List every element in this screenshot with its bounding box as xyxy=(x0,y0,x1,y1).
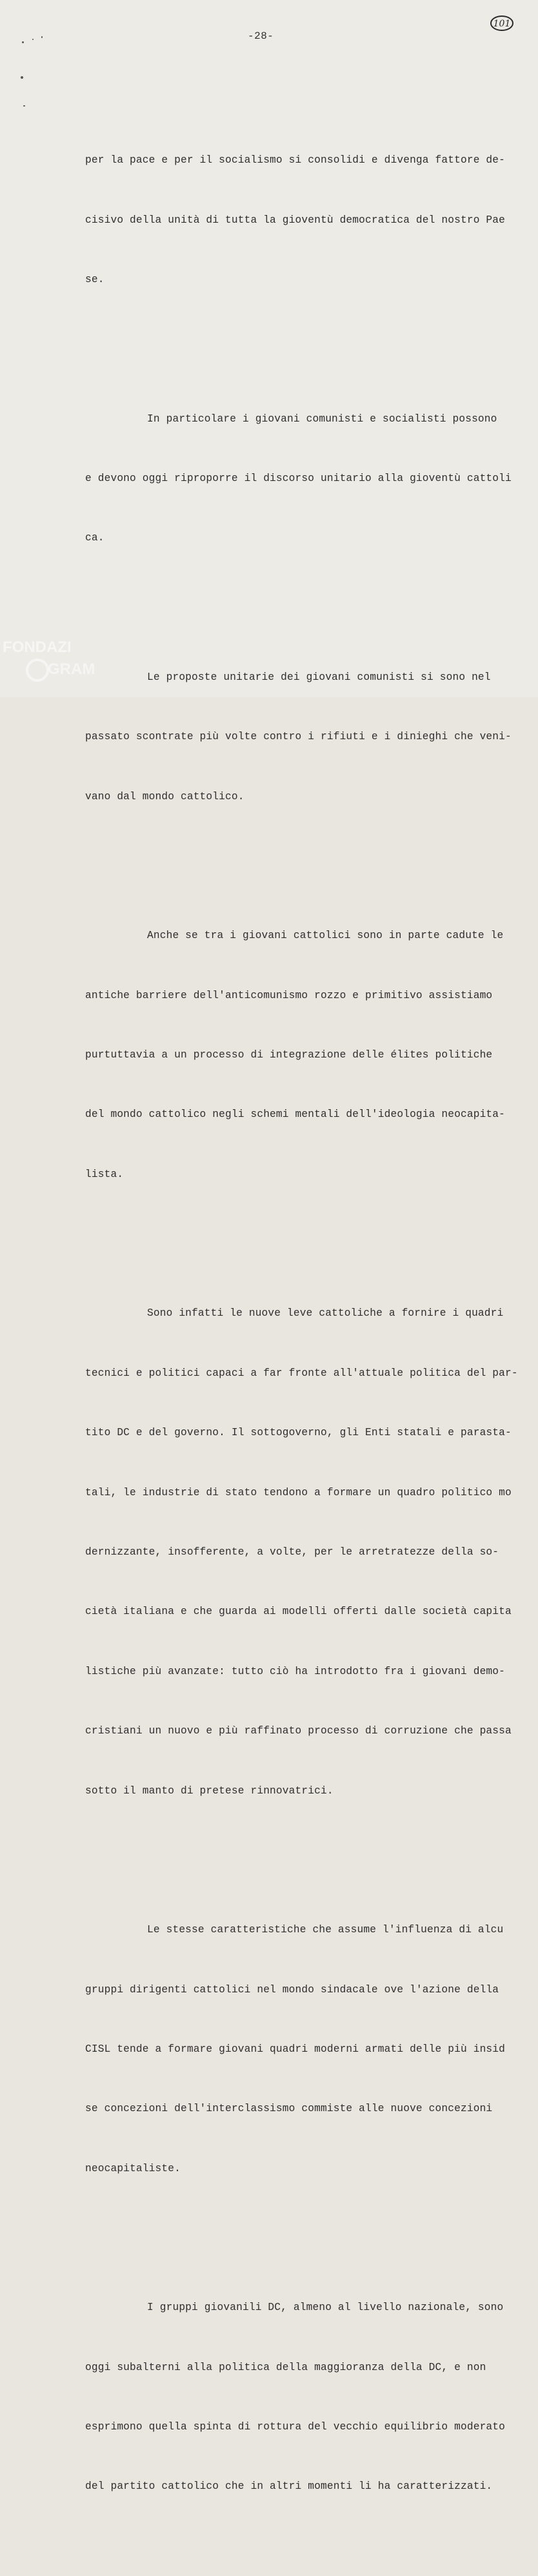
text-line: dernizzante, insofferente, a volte, per le arretratezze della so- xyxy=(85,1546,499,1558)
text-line: per la pace e per il socialismo si consolidi e divenga fattore de- xyxy=(85,154,506,167)
text-line: Le proposte unitarie dei giovani comunisti si sono nel xyxy=(147,671,491,683)
text-line: del mondo cattolico negli schemi mentali dell'ideologia neocapita- xyxy=(85,1109,506,1121)
text-line: cristiani un nuovo e più raffinato processo di corruzione che passa xyxy=(85,1725,512,1737)
paragraph xyxy=(85,1264,517,1841)
archive-stamp-circle xyxy=(489,14,515,32)
paragraph xyxy=(85,886,517,1225)
text-line: ca. xyxy=(85,532,105,544)
watermark-text-top: FONDAZI xyxy=(3,639,72,656)
paragraph xyxy=(85,1881,517,2219)
text-line: vano dal mondo cattolico. xyxy=(85,790,244,802)
text-line: neocapitaliste. xyxy=(85,2162,181,2174)
paragraph xyxy=(85,2258,517,2537)
paragraph xyxy=(85,628,517,846)
margin-speck xyxy=(22,41,24,43)
page-number: -28- xyxy=(248,30,274,42)
text-line: e devono oggi riproporre il discorso unitario alla gioventù cattoli xyxy=(85,472,512,484)
text-line: se. xyxy=(85,273,105,285)
archive-stamp xyxy=(489,14,515,32)
body-text xyxy=(85,71,517,2576)
margin-speck xyxy=(21,76,23,79)
text-line: se concezioni dell'interclassismo commiste alle nuove concezioni xyxy=(85,2103,493,2115)
text-line: In particolare i giovani comunisti e socialisti possono xyxy=(147,413,497,425)
margin-speck xyxy=(32,39,34,40)
text-line: cietà italiana e che guarda ai modelli offerti dalle società capita xyxy=(85,1606,512,1618)
text-line: cisivo della unità di tutta la gioventù democratica del nostro Pae xyxy=(85,214,506,226)
text-line: tecnici e politici capaci a far fronte all'attuale politica del par- xyxy=(85,1367,518,1379)
watermark-text-bottom: GRAM xyxy=(48,660,95,678)
text-line: Anche se tra i giovani cattolici sono in parte cadute le xyxy=(147,930,504,942)
margin-speck xyxy=(41,36,43,38)
text-line: oggi subalterni alla politica della maggioranza della DC, e non xyxy=(85,2361,486,2373)
text-line: Le stesse caratteristiche che assume l'influenza di alcu xyxy=(147,1924,504,1936)
text-line: tito DC e del governo. Il sottogoverno, gli Enti statali e parasta- xyxy=(85,1427,512,1439)
text-line: del partito cattolico che in altri momenti li ha caratterizzati. xyxy=(85,2480,493,2493)
text-line: gruppi dirigenti cattolici nel mondo sindacale ove l'azione della xyxy=(85,1983,499,1996)
text-line: purtuttavia a un processo di integrazione delle élites politiche xyxy=(85,1049,493,1061)
text-line: lista. xyxy=(85,1168,124,1180)
watermark-logo xyxy=(0,633,97,684)
text-line: listiche più avanzate: tutto ciò ha introdotto fra i giovani demo- xyxy=(85,1665,506,1677)
foundation-watermark xyxy=(0,633,97,684)
text-line: sotto il manto di pretese rinnovatrici. xyxy=(85,1784,334,1797)
text-line: Sono infatti le nuove leve cattoliche a fornire i quadri xyxy=(147,1307,504,1320)
paragraph xyxy=(85,111,517,330)
text-line: CISL tende a formare giovani quadri moderni armati delle più insid xyxy=(85,2043,506,2055)
text-line: I gruppi giovanili DC, almeno al livello nazionale, sono xyxy=(147,2302,504,2314)
paragraph xyxy=(85,369,517,588)
archive-number: 101 xyxy=(493,19,511,29)
text-line: esprimono quella spinta di rottura del vecchio equilibrio moderato xyxy=(85,2421,506,2433)
text-line: tali, le industrie di stato tendono a formare un quadro politico mo xyxy=(85,1486,512,1498)
margin-speck xyxy=(23,105,25,107)
text-line: antiche barriere dell'anticomunismo rozzo e primitivo assistiamo xyxy=(85,989,493,1001)
text-line: passato scontrate più volte contro i rifiuti e i dinieghi che veni- xyxy=(85,731,512,743)
